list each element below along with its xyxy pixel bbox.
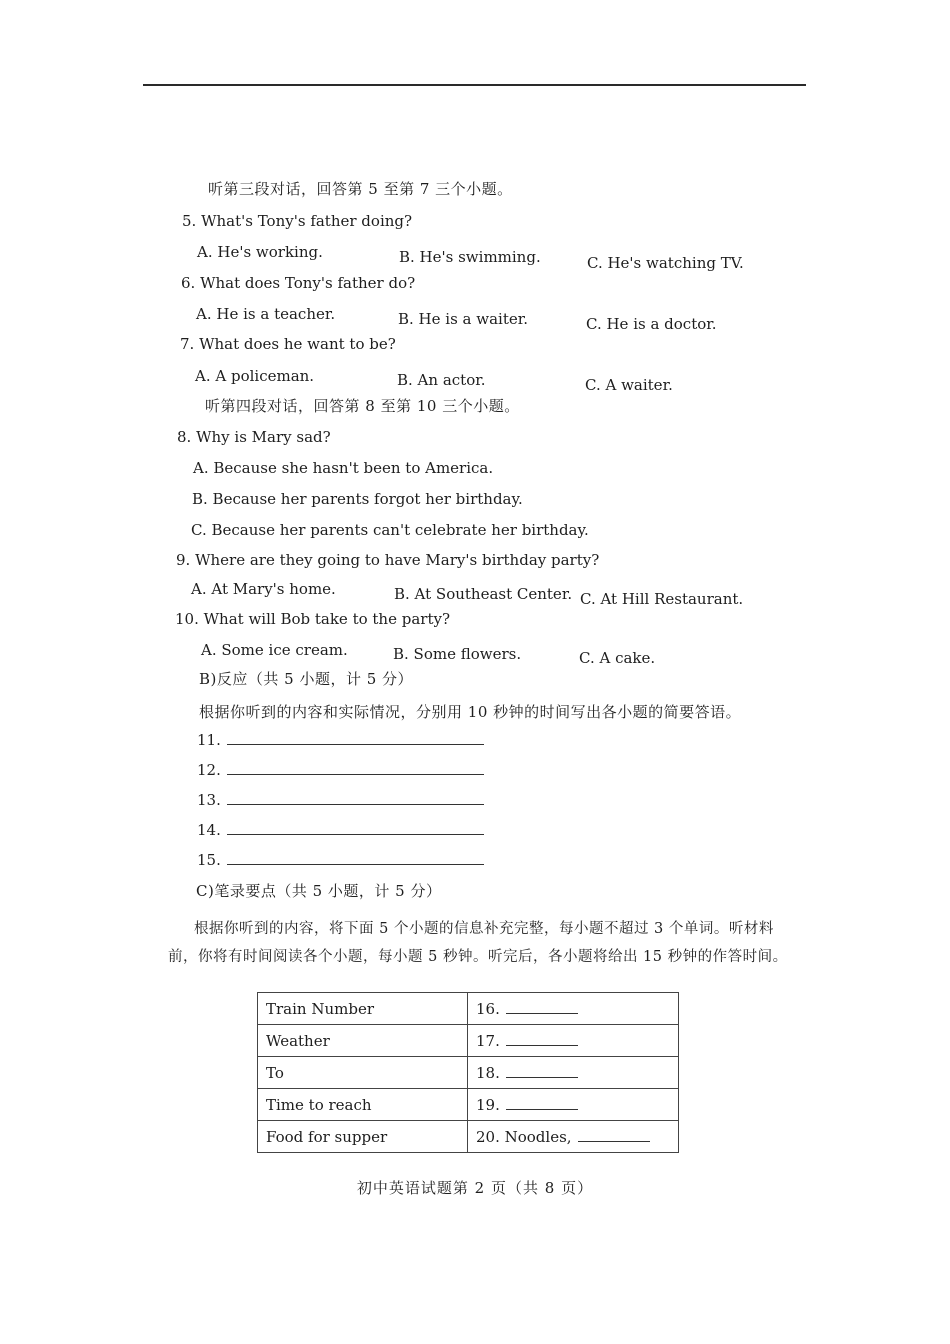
section4-intro: 听第四段对话，回答第 8 至第 10 三个小题。: [205, 397, 520, 415]
q8-option-b: B. Because her parents forgot her birthday.: [192, 490, 523, 508]
q9-option-b: B. At Southeast Center.: [394, 585, 573, 603]
table-row: [258, 1089, 679, 1121]
answer-blank[interactable]: [506, 1064, 578, 1078]
row-number: 16.: [476, 999, 500, 1018]
answer-blank[interactable]: [506, 1096, 578, 1110]
notes-table: [257, 992, 679, 1153]
table-row: [258, 1057, 679, 1089]
partC-title: C)笔录要点（共 5 小题，计 5 分）: [196, 882, 442, 900]
page-footer: 初中英语试题第 2 页（共 8 页）: [356, 1179, 594, 1197]
answer-blank[interactable]: [506, 1000, 578, 1014]
answer-number: 15.: [197, 851, 221, 869]
q5-stem: 5. What's Tony's father doing?: [182, 212, 413, 230]
q5-option-a: A. He's working.: [197, 243, 323, 261]
q9-option-c: C. At Hill Restaurant.: [580, 590, 744, 608]
q7-option-a: A. A policeman.: [195, 367, 315, 385]
q8-stem: 8. Why is Mary sad?: [177, 428, 331, 446]
row-number: 17.: [476, 1031, 500, 1050]
q10-stem: 10. What will Bob take to the party?: [175, 610, 450, 628]
table-row: [258, 993, 679, 1025]
answer-number: 13.: [197, 791, 221, 809]
answer-line-14[interactable]: [197, 820, 484, 839]
q7-option-b: B. An actor.: [397, 371, 486, 389]
q10-option-b: B. Some flowers.: [393, 645, 522, 663]
answer-line-12[interactable]: [197, 760, 484, 779]
header-rule: [143, 84, 806, 86]
row-label: To: [258, 1057, 468, 1089]
answer-blank[interactable]: [227, 760, 484, 775]
row-label: Food for supper: [258, 1121, 468, 1153]
q5-option-b: B. He's swimming.: [399, 248, 541, 266]
answer-number: 14.: [197, 821, 221, 839]
q10-option-c: C. A cake.: [579, 649, 656, 667]
row-label: Train Number: [258, 993, 468, 1025]
q7-option-c: C. A waiter.: [585, 376, 673, 394]
answer-blank[interactable]: [227, 820, 484, 835]
q9-option-a: A. At Mary's home.: [191, 580, 336, 598]
answer-line-13[interactable]: [197, 790, 484, 809]
row-number: 20. Noodles,: [476, 1127, 572, 1146]
q7-stem: 7. What does he want to be?: [180, 335, 396, 353]
row-answer-cell[interactable]: [468, 1121, 679, 1153]
q8-option-c: C. Because her parents can't celebrate her birthday.: [191, 521, 589, 539]
answer-line-11[interactable]: [197, 730, 484, 749]
row-number: 19.: [476, 1095, 500, 1114]
partC-instruction-line1: 根据你听到的内容，将下面 5 个小题的信息补充完整，每小题不超过 3 个单词。听材料: [194, 921, 774, 937]
row-answer-cell[interactable]: [468, 1057, 679, 1089]
table-row: [258, 1025, 679, 1057]
q6-option-a: A. He is a teacher.: [196, 305, 336, 323]
answer-number: 12.: [197, 761, 221, 779]
q8-option-a: A. Because she hasn't been to America.: [193, 459, 494, 477]
q10-option-a: A. Some ice cream.: [201, 641, 348, 659]
row-answer-cell[interactable]: [468, 993, 679, 1025]
q6-option-b: B. He is a waiter.: [398, 310, 529, 328]
q9-stem: 9. Where are they going to have Mary's birthday party?: [176, 551, 600, 569]
answer-blank[interactable]: [578, 1128, 650, 1142]
answer-blank[interactable]: [227, 730, 484, 745]
section3-intro: 听第三段对话，回答第 5 至第 7 三个小题。: [208, 180, 513, 198]
partB-instruction: 根据你听到的内容和实际情况，分别用 10 秒钟的时间写出各小题的简要答语。: [199, 703, 742, 721]
answer-number: 11.: [197, 731, 221, 749]
answer-blank[interactable]: [506, 1032, 578, 1046]
q6-stem: 6. What does Tony's father do?: [181, 274, 416, 292]
table-row: [258, 1121, 679, 1153]
row-answer-cell[interactable]: [468, 1025, 679, 1057]
row-label: Time to reach: [258, 1089, 468, 1121]
q5-option-c: C. He's watching TV.: [587, 254, 744, 272]
q6-option-c: C. He is a doctor.: [586, 315, 717, 333]
partC-instruction-line2: 前，你将有时间阅读各个小题，每小题 5 秒钟。听完后，各小题将给出 15 秒钟的作答时间。: [168, 949, 788, 965]
row-label: Weather: [258, 1025, 468, 1057]
answer-blank[interactable]: [227, 850, 484, 865]
row-number: 18.: [476, 1063, 500, 1082]
row-answer-cell[interactable]: [468, 1089, 679, 1121]
answer-blank[interactable]: [227, 790, 484, 805]
answer-line-15[interactable]: [197, 850, 484, 869]
partB-title: B)反应（共 5 小题，计 5 分）: [199, 670, 414, 688]
